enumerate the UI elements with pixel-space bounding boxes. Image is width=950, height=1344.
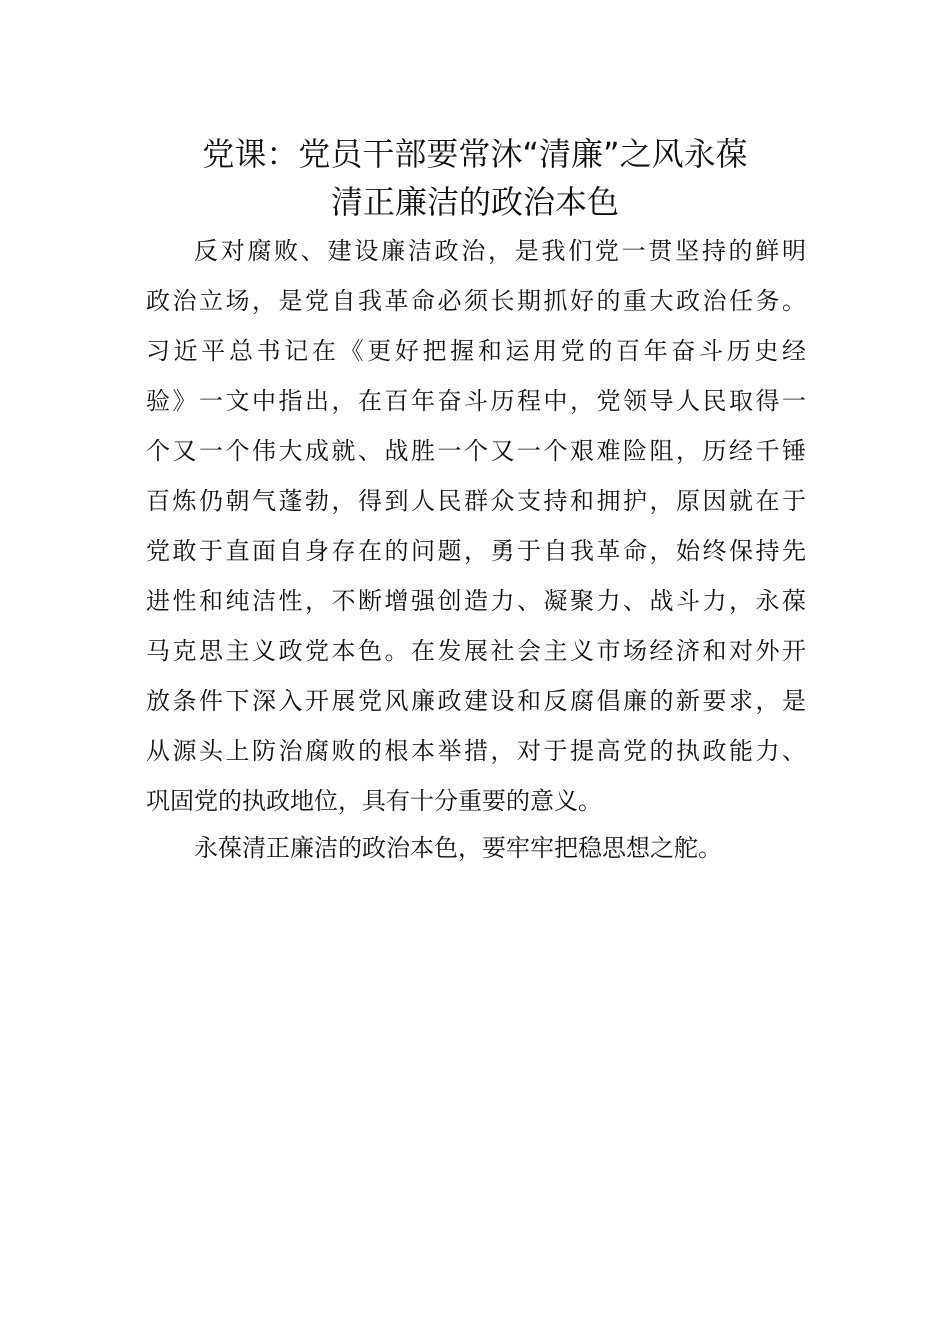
paragraph-line: 马克思主义政党本色。在发展社会主义市场经济和对外开 <box>146 637 806 665</box>
document-title-line-1: 党课：党员干部要常沐“清廉”之风永葆 <box>202 135 748 173</box>
paragraph-line: 从源头上防治腐败的根本举措，对于提高党的执政能力、 <box>146 737 806 765</box>
body-paragraph-2: 永葆清正廉洁的政治本色，要牢牢把稳思想之舵。 <box>194 834 722 862</box>
paragraph-line: 巩固党的执政地位，具有十分重要的意义。 <box>146 787 602 815</box>
paragraph-line: 百炼仍朝气蓬勃，得到人民群众支持和拥护，原因就在于 <box>146 487 806 515</box>
paragraph-line: 放条件下深入开展党风廉政建设和反腐倡廉的新要求，是 <box>146 687 806 715</box>
document-title-line-2: 清正廉洁的政治本色 <box>330 183 619 221</box>
paragraph-line: 习近平总书记在《更好把握和运用党的百年奋斗历史经 <box>146 337 806 365</box>
paragraph-line: 验》一文中指出，在百年奋斗历程中，党领导人民取得一 <box>146 387 806 415</box>
paragraph-line: 政治立场，是党自我革命必须长期抓好的重大政治任务。 <box>146 287 806 315</box>
paragraph-line: 个又一个伟大成就、战胜一个又一个艰难险阻，历经千锤 <box>146 437 806 465</box>
paragraph-line: 反对腐败、建设廉洁政治，是我们党一贯坚持的鲜明 <box>194 237 806 265</box>
paragraph-line: 党敢于直面自身存在的问题，勇于自我革命，始终保持先 <box>146 537 806 565</box>
paragraph-line: 进性和纯洁性，不断增强创造力、凝聚力、战斗力，永葆 <box>146 587 806 615</box>
